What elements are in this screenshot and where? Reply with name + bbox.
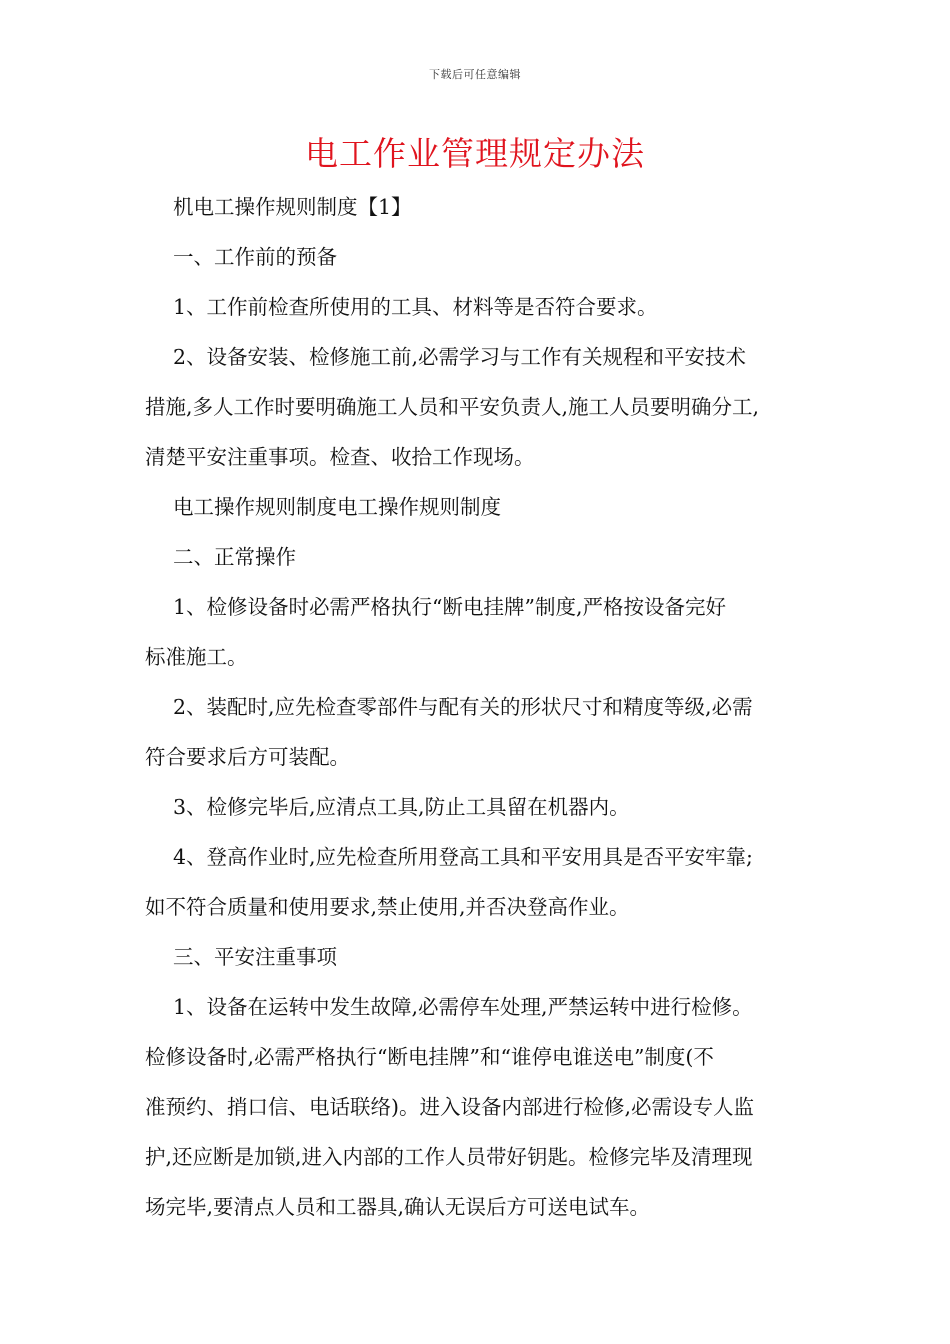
document-body	[145, 182, 810, 1232]
heading-2: 二、正常操作	[173, 545, 296, 569]
paragraph-line: 4、登高作业时,应先检查所用登高工具和平安用具是否平安牢靠;	[173, 845, 753, 869]
header-note: 下载后可任意编辑	[429, 68, 521, 81]
paragraph-line: 符合要求后方可装配。	[145, 745, 350, 769]
heading-1: 一、工作前的预备	[173, 245, 337, 269]
paragraph-line: 措施,多人工作时要明确施工人员和平安负责人,施工人员要明确分工,	[145, 395, 760, 419]
paragraph-line: 1、设备在运转中发生故障,必需停车处理,严禁运转中进行检修。	[173, 995, 753, 1019]
document-title: 电工作业管理规定办法	[305, 134, 645, 173]
paragraph-line: 清楚平安注重事项。检查、收拾工作现场。	[145, 445, 535, 469]
paragraph-line: 场完毕,要清点人员和工器具,确认无误后方可送电试车。	[145, 1195, 651, 1219]
section-subtitle: 机电工操作规则制度【1】	[173, 195, 412, 219]
paragraph-line: 2、设备安装、检修施工前,必需学习与工作有关规程和平安技术	[173, 345, 747, 369]
paragraph-line: 2、装配时,应先检查零部件与配有关的形状尺寸和精度等级,必需	[173, 695, 753, 719]
paragraph-line: 标准施工。	[145, 645, 248, 669]
paragraph-line: 电工操作规则制度电工操作规则制度	[173, 495, 501, 519]
paragraph-line: 如不符合质量和使用要求,禁止使用,并否决登高作业。	[145, 895, 630, 919]
paragraph-line: 1、工作前检查所使用的工具、材料等是否符合要求。	[173, 295, 658, 319]
paragraph-line: 检修设备时,必需严格执行“断电挂牌”和“谁停电谁送电”制度(不	[145, 1045, 714, 1069]
heading-3: 三、平安注重事项	[173, 945, 337, 969]
paragraph-line: 1、检修设备时必需严格执行“断电挂牌”制度,严格按设备完好	[173, 595, 727, 619]
paragraph-line: 准预约、捎口信、电话联络)。进入设备内部进行检修,必需设专人监	[145, 1095, 755, 1119]
paragraph-line: 3、检修完毕后,应清点工具,防止工具留在机器内。	[173, 795, 630, 819]
paragraph-line: 护,还应断是加锁,进入内部的工作人员带好钥匙。检修完毕及清理现	[145, 1145, 753, 1169]
